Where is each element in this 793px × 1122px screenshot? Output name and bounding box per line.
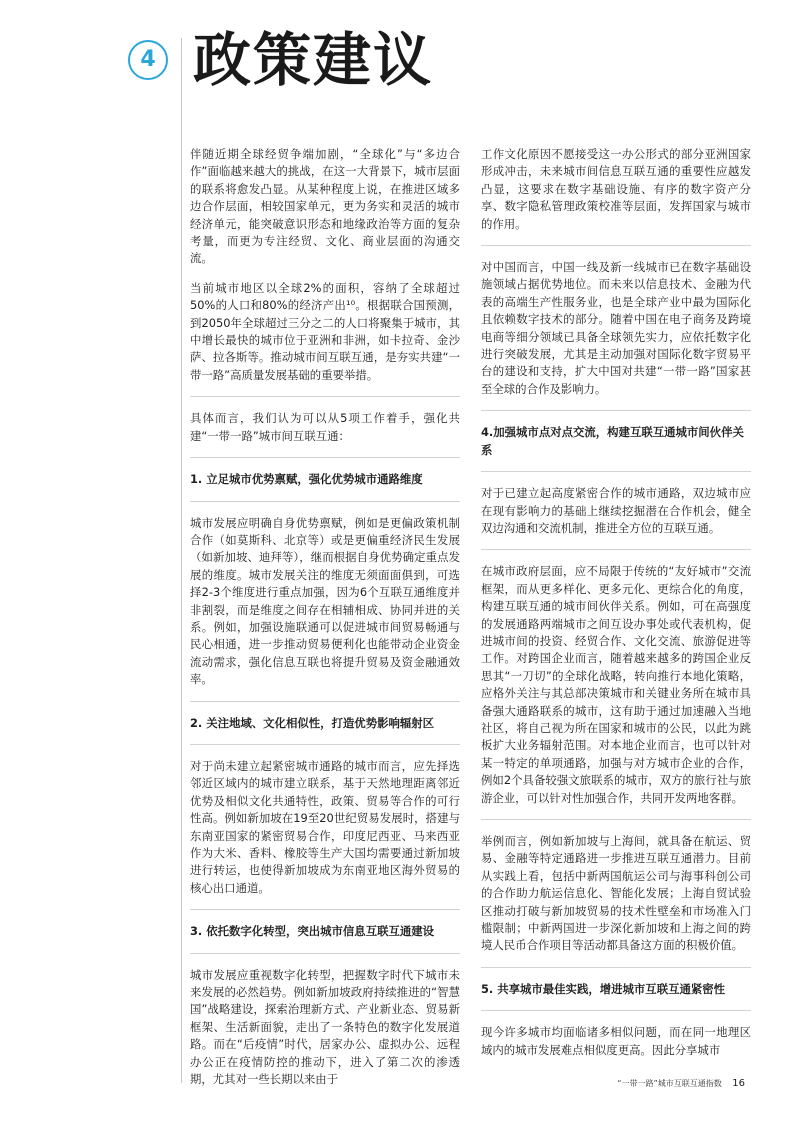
section-divider xyxy=(481,549,751,550)
section-divider xyxy=(481,967,751,968)
section-heading: 4.加强城市点对点交流，构建互联互通城市间伙伴关系 xyxy=(481,425,744,457)
section-heading: 2. 关注地域、文化相似性，打造优势影响辐射区 xyxy=(190,715,435,730)
section-divider xyxy=(481,245,751,246)
footer-report-name: “一带一路”城市互联互通指数 xyxy=(617,1079,722,1088)
chapter-number-badge: 4 xyxy=(128,40,168,80)
body-paragraph: 对中国而言，中国一线及新一线城市已在数字基础设施领域占据优势地位。而未来以信息技术、金融为代表的高端生产性服务业，也是全球产业中最为国际化且依赖数字技术的部分。随着中国在电子商务及跨境电商等细分领域已具备全球领先实力，应依托数字化进行突破发展，尤其是主动加强对国际化数字贸易平台的建设和支持，扩大中国对共建“一带一路”国家甚至全球的合作及影响力。 xyxy=(481,260,751,396)
right-column xyxy=(481,146,751,1071)
body-paragraph: 具体而言，我们认为可以从5项工作着手，强化共建“一带一路”城市间互联互通： xyxy=(190,411,460,443)
section-heading: 5. 共享城市最佳实践，增进城市互联互通紧密性 xyxy=(481,981,726,996)
body-paragraph: 伴随近期全球经贸争端加剧，“全球化”与“多边合作”面临越来越大的挑战，在这一大背景下，城市层面的联系将愈发凸显。从某种程度上说，在推进区域多边合作层面，相较国家单元，更为务实和灵活的城市经济单元，能突破意识形态和地缘政治等方面的复杂考量，而更为专注经贸、文化、商业层面的沟通交流。 xyxy=(190,147,460,266)
section-heading: 1. 立足城市优势禀赋，强化优势城市通路维度 xyxy=(190,472,423,487)
body-paragraph: 工作文化原因不愿接受这一办公形式的部分亚洲国家形成冲击，未来城市间信息互联互通的重要性应越发凸显，这要求在数字基础设施、有序的数字资产分享、数字隐私管理政策校准等层面，发挥国家与城市的作用。 xyxy=(481,147,751,231)
section-divider xyxy=(481,471,751,472)
vertical-divider xyxy=(181,38,182,1083)
section-divider xyxy=(190,953,460,954)
section-divider xyxy=(481,819,751,820)
body-paragraph: 在城市政府层面，应不局限于传统的“友好城市”交流框架，而从更多样化、更多元化、更综合化的角度，构建互联互通的城市间伙伴关系。例如，可在高强度的发展通路两端城市之间互设办事处或代表机构，促进城市间的投资、经贸合作、文化交流、旅游促进等工作。对跨国企业而言，随着越来越多的跨国企业反思其“一刀切”的全球化战略，转向推行本地化策略，应格外关注与其总部决策城市和关键业务所在城市具备强大通路联系的城市，这有助于通过加速融入当地社区，将自己视为所在国家和城市的公民，以此为跳板扩大业务辐射范围。对本地企业而言，也可以针对某一特定的单项通路，加强与对方城市企业的合作，例如2个具备较强文旅联系的城市，双方的旅行社与旅游企业，可以针对性加强合作，共同开发两地客群。 xyxy=(481,564,751,805)
body-paragraph: 当前城市地区以全球2%的面积，容纳了全球超过50%的人口和80%的经济产出¹⁰。根据联合国预测，到2050年全球超过三分之二的人口将聚集于城市，其中增长最快的城市位于亚洲和非洲，如卡拉奇、金沙萨、拉各斯等。推动城市间互联互通，是夯实共建“一带一路”高质量发展基础的重要举措。 xyxy=(190,280,460,382)
page-title: 政策建议 xyxy=(193,26,434,94)
section-divider xyxy=(190,457,460,458)
page-footer xyxy=(617,1078,745,1090)
section-divider xyxy=(190,909,460,910)
body-paragraph: 城市发展应重视数字化转型，把握数字时代下城市未来发展的必然趋势。例如新加坡政府持续推进的“智慧国”战略建设，探索治理新方式、产业新业态、贸易新框架、生活新面貌，走出了一条特色的数字化发展道路。而在“后疫情”时代，居家办公、虚拟办公、远程办公正在疫情防控的推动下，进入了第二次的渗透期，尤其对一些长期以来由于 xyxy=(190,967,460,1087)
page-number: 16 xyxy=(732,1078,745,1089)
section-divider xyxy=(190,396,460,397)
section-divider xyxy=(481,410,751,411)
section-divider xyxy=(190,744,460,745)
section-divider xyxy=(481,1010,751,1011)
body-paragraph: 城市发展应明确自身优势禀赋，例如是更偏政策机制合作（如莫斯科、北京等）或是更偏重经济民生发展（如新加坡、迪拜等），继而根据自身优势确定重点发展的维度。城市发展关注的维度无须面面俱到，可选择2-3个维度进行重点加强，因为6个互联互通维度并非割裂，而是维度之间存在相辅相成、协同并进的关系。例如，加强设施联通可以促进城市间贸易畅通与民心相通，进一步推动贸易便利化也能带动企业资金流动需求，强化信息互联也将提升贸易及资金融通效率。 xyxy=(190,515,460,687)
left-column xyxy=(190,146,460,1100)
body-paragraph: 对于尚未建立起紧密城市通路的城市而言，应先择选邻近区域内的城市建立联系，基于天然地理距离邻近优势及相似文化共通特性，政策、贸易等合作的可行性高。例如新加坡在19至20世纪贸易发展时，搭建与东南亚国家的紧密贸易合作，印度尼西亚、马来西亚作为大米、香料、橡胶等生产大国均需要通过新加坡进行转运，也使得新加坡成为东南亚地区海外贸易的核心出口通道。 xyxy=(190,758,460,895)
body-paragraph: 举例而言，例如新加坡与上海间，就具备在航运、贸易、金融等特定通路进一步推进互联互通潜力。目前从实践上看，包括中新两国航运公司与海事科创公司的合作助力航运信息化、智能化发展；上海自贸试验区推动打破与新加坡贸易的技术性壁垒和市场准入门槛限制；中新两国进一步深化新加坡和上海之间的跨境人民币合作项目等活动都具备这方面的积极价值。 xyxy=(481,834,751,953)
section-divider xyxy=(190,501,460,502)
body-paragraph: 现今许多城市均面临诸多相似问题，而在同一地理区域内的城市发展难点相似度更高。因此分享城市 xyxy=(481,1025,751,1057)
body-paragraph: 对于已建立起高度紧密合作的城市通路，双边城市应在现有影响力的基础上继续挖掘潜在合作机会，健全双边沟通和交流机制，推进全方位的互联互通。 xyxy=(481,486,751,535)
section-divider xyxy=(190,701,460,702)
section-heading: 3. 依托数字化转型，突出城市信息互联互通建设 xyxy=(190,924,435,939)
